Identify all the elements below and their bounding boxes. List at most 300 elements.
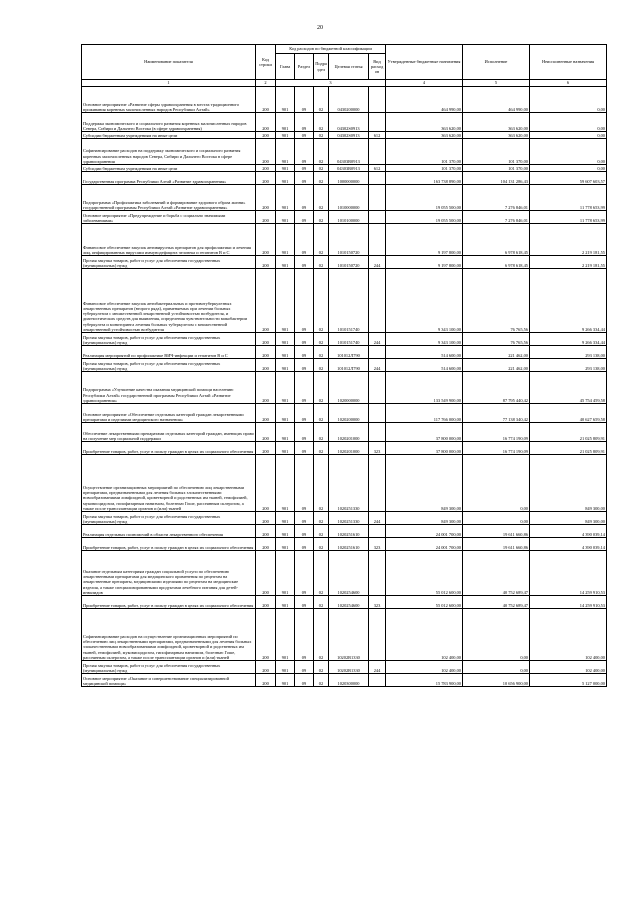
table-row xyxy=(82,609,607,661)
row-execution-cell: 16 774 190,09 xyxy=(463,442,530,455)
row-code-cell: 200 xyxy=(256,132,276,139)
row-section-cell: 09 xyxy=(295,224,314,256)
row-target-cell: 04303R0913 xyxy=(329,165,369,172)
row-name-cell: Финансовое обеспечение закупок антибактериальных и противотуберкулезных лекарственных препаратов (второго ряда), применяемых при лечении больных туберкулезом с множественной лекарственной устойчивостью возбудителя, и диагностических средств для выявления, определения чувствительности микобактерии туберкулеза и мониторинга лечения больных туберкулезом с множественной лекарственной устойчивостью возбудителя xyxy=(82,269,256,333)
row-chapter-cell: 901 xyxy=(276,211,295,224)
row-expense-type-cell xyxy=(369,211,386,224)
row-target-cell: 1020300000 xyxy=(329,674,369,687)
row-target-cell: 1020254600 xyxy=(329,551,369,596)
row-chapter-cell: 901 xyxy=(276,185,295,211)
page-number: 20 xyxy=(317,25,323,31)
row-execution-cell: 19 611 660,86 xyxy=(463,538,530,551)
row-unexecuted-cell: 9 266 334,44 xyxy=(530,269,607,333)
row-name-cell: Субсидии бюджетным учреждениям на иные цели xyxy=(82,165,256,172)
index-cell: 6 xyxy=(530,80,607,87)
row-subsection-cell: 02 xyxy=(314,224,329,256)
row-expense-type-cell xyxy=(369,525,386,538)
row-unexecuted-cell: 5 127 000,00 xyxy=(530,674,607,687)
header-chapter: Глава xyxy=(276,54,295,80)
row-subsection-cell: 02 xyxy=(314,525,329,538)
row-name-cell: Софинансирование расходов на осуществление организационных мероприятий по обеспечению лиц лекарственными препаратами, предназначенными для лечения больных злокачественными новообразованиями лимфоидной, кроветворной и родственных им тканей, гемофилией, муковисцидозом, гипофизарным нанизмом, болезнью Гоше, рассеянным склерозом, а также после трансплантации органов и (или) тканей xyxy=(82,609,256,661)
row-chapter-cell: 901 xyxy=(276,372,295,404)
row-section-cell: 09 xyxy=(295,596,314,609)
row-subsection-cell: 02 xyxy=(314,538,329,551)
row-subsection-cell: 02 xyxy=(314,132,329,139)
row-approved-cell: 363 620,00 xyxy=(386,132,463,139)
row-execution-cell: 76 765,56 xyxy=(463,333,530,346)
row-name-cell: Софинансирование расходов на поддержку экономического и социального развития коренных малочисленных народов Севера, Сибири и Дальнего Востока в сфере здравоохранения xyxy=(82,139,256,165)
row-name-cell: Основное мероприятие «Оказание и совершенствование специализированной медицинской помощи» xyxy=(82,674,256,687)
row-name-cell: Осуществление организационных мероприятий по обеспечению лиц лекарственными препаратами, предназначенными для лечения больных злокачественными новообразованиями лимфоидной, кроветворной и родственных им тканей, гемофилией, муковисцидозом, гипофизарным нанизмом, болезнью Гоше, рассеянным склерозом, а также после трансплантации органов и (или) тканей xyxy=(82,455,256,512)
row-unexecuted-cell: 11 778 653,99 xyxy=(530,211,607,224)
row-name-cell: Реализация мероприятий по профилактике ВИЧ-инфекции и гепатитов В и С xyxy=(82,346,256,359)
row-target-cell: 1020251330 xyxy=(329,455,369,512)
row-target-cell: 1010151740 xyxy=(329,333,369,346)
row-target-cell: 04302S0913 xyxy=(329,132,369,139)
row-unexecuted-cell: 0,00 xyxy=(530,113,607,132)
row-unexecuted-cell: 849 300,00 xyxy=(530,512,607,525)
row-unexecuted-cell: 4 390 039,14 xyxy=(530,538,607,551)
row-execution-cell: 10 656 900,00 xyxy=(463,674,530,687)
row-chapter-cell: 901 xyxy=(276,423,295,442)
row-section-cell: 09 xyxy=(295,359,314,372)
row-section-cell: 09 xyxy=(295,113,314,132)
table-row xyxy=(82,674,607,687)
row-name-cell: Государственная программа Республики Алтай «Развитие здравоохранения» xyxy=(82,172,256,185)
row-chapter-cell: 901 xyxy=(276,172,295,185)
row-section-cell: 09 xyxy=(295,132,314,139)
row-target-cell: 1020251330 xyxy=(329,512,369,525)
row-expense-type-cell xyxy=(369,404,386,423)
row-code-cell: 200 xyxy=(256,404,276,423)
row-expense-type-cell xyxy=(369,139,386,165)
row-unexecuted-cell: 0,00 xyxy=(530,139,607,165)
table-row xyxy=(82,185,607,211)
row-section-cell: 09 xyxy=(295,269,314,333)
row-chapter-cell: 901 xyxy=(276,455,295,512)
column-index-row xyxy=(82,80,607,87)
row-approved-cell: 514 600,00 xyxy=(386,359,463,372)
row-name-cell: Прочая закупка товаров, работ и услуг для обеспечения государственных (муниципальных) нужд xyxy=(82,359,256,372)
row-section-cell: 09 xyxy=(295,372,314,404)
row-section-cell: 09 xyxy=(295,661,314,674)
row-approved-cell: 117 766 000,00 xyxy=(386,404,463,423)
table-row xyxy=(82,455,607,512)
table-row xyxy=(82,359,607,372)
row-name-cell: Субсидии бюджетным учреждениям на иные цели xyxy=(82,132,256,139)
table-body xyxy=(82,87,607,687)
row-approved-cell: 24 001 700,00 xyxy=(386,525,463,538)
row-approved-cell: 37 800 000,00 xyxy=(386,423,463,442)
row-chapter-cell: 901 xyxy=(276,596,295,609)
row-expense-type-cell: 612 xyxy=(369,132,386,139)
row-code-cell: 200 xyxy=(256,372,276,404)
row-unexecuted-cell: 102 400,00 xyxy=(530,609,607,661)
index-cell: 3 xyxy=(276,80,386,87)
row-name-cell: Основное мероприятие «Предупреждение и борьба с социально значимыми заболеваниями» xyxy=(82,211,256,224)
table-row xyxy=(82,404,607,423)
table-row xyxy=(82,87,607,113)
row-expense-type-cell xyxy=(369,269,386,333)
row-subsection-cell: 02 xyxy=(314,359,329,372)
row-chapter-cell: 901 xyxy=(276,346,295,359)
row-section-cell: 09 xyxy=(295,256,314,269)
row-approved-cell: 19 055 500,00 xyxy=(386,185,463,211)
row-expense-type-cell xyxy=(369,455,386,512)
row-code-cell: 200 xyxy=(256,113,276,132)
row-execution-cell: 7 276 846,01 xyxy=(463,211,530,224)
table-row xyxy=(82,165,607,172)
table-row xyxy=(82,372,607,404)
row-code-cell: 200 xyxy=(256,333,276,346)
row-code-cell: 200 xyxy=(256,211,276,224)
row-section-cell: 09 xyxy=(295,404,314,423)
table-row xyxy=(82,596,607,609)
row-subsection-cell: 02 xyxy=(314,551,329,596)
row-code-cell: 200 xyxy=(256,538,276,551)
row-chapter-cell: 901 xyxy=(276,165,295,172)
row-expense-type-cell: 244 xyxy=(369,256,386,269)
header-subsection: Подраздел xyxy=(314,54,329,80)
row-target-cell: 04302S0913 xyxy=(329,113,369,132)
row-approved-cell: 849 300,00 xyxy=(386,455,463,512)
row-expense-type-cell xyxy=(369,551,386,596)
row-unexecuted-cell: 11 778 653,99 xyxy=(530,185,607,211)
row-code-cell: 200 xyxy=(256,165,276,172)
row-unexecuted-cell: 293 138,00 xyxy=(530,346,607,359)
index-cell: 1 xyxy=(82,80,256,87)
row-chapter-cell: 901 xyxy=(276,87,295,113)
row-subsection-cell: 02 xyxy=(314,372,329,404)
row-execution-cell: 0,00 xyxy=(463,661,530,674)
row-unexecuted-cell: 2 219 181,55 xyxy=(530,256,607,269)
row-unexecuted-cell: 0,00 xyxy=(530,165,607,172)
row-section-cell: 09 xyxy=(295,346,314,359)
row-execution-cell: 363 620,00 xyxy=(463,132,530,139)
row-approved-cell: 363 620,00 xyxy=(386,113,463,132)
row-name-cell: Финансовое обеспечение закупок антивирусных препаратов для профилактики и лечения лиц, инфицированных вирусами иммунодефицита человека и гепатитов В и С xyxy=(82,224,256,256)
table-row xyxy=(82,172,607,185)
header-classification: Код расходов по бюджетной классификации xyxy=(276,45,386,54)
row-name-cell: Прочая закупка товаров, работ и услуг для обеспечения государственных (муниципальных) нужд xyxy=(82,333,256,346)
row-execution-cell: 40 752 689,47 xyxy=(463,551,530,596)
row-approved-cell: 9 343 100,00 xyxy=(386,269,463,333)
row-expense-type-cell xyxy=(369,185,386,211)
row-expense-type-cell: 244 xyxy=(369,512,386,525)
row-name-cell: Обеспечение лекарственными препаратами отдельных категорий граждан, имеющих право на получение мер социальной поддержки xyxy=(82,423,256,442)
row-code-cell: 200 xyxy=(256,224,276,256)
row-code-cell: 200 xyxy=(256,512,276,525)
row-unexecuted-cell: 293 138,00 xyxy=(530,359,607,372)
row-subsection-cell: 02 xyxy=(314,596,329,609)
row-target-cell: 1020254600 xyxy=(329,596,369,609)
row-section-cell: 09 xyxy=(295,525,314,538)
row-section-cell: 09 xyxy=(295,172,314,185)
header-name: Наименование показателя xyxy=(82,45,256,80)
row-code-cell: 200 xyxy=(256,661,276,674)
row-expense-type-cell xyxy=(369,113,386,132)
row-unexecuted-cell: 0,00 xyxy=(530,87,607,113)
row-unexecuted-cell: 4 390 039,14 xyxy=(530,525,607,538)
row-section-cell: 09 xyxy=(295,609,314,661)
header-approved: Утвержденные бюджетные назначения xyxy=(386,45,463,80)
row-code-cell: 200 xyxy=(256,256,276,269)
row-expense-type-cell: 323 xyxy=(369,538,386,551)
row-target-cell: 10202R1330 xyxy=(329,661,369,674)
row-unexecuted-cell: 40 627 659,58 xyxy=(530,404,607,423)
table-row xyxy=(82,525,607,538)
row-chapter-cell: 901 xyxy=(276,661,295,674)
table-row xyxy=(82,139,607,165)
row-unexecuted-cell: 849 300,00 xyxy=(530,455,607,512)
row-subsection-cell: 02 xyxy=(314,165,329,172)
row-approved-cell: 101 370,00 xyxy=(386,139,463,165)
row-unexecuted-cell: 59 607 603,57 xyxy=(530,172,607,185)
row-execution-cell: 221 462,00 xyxy=(463,359,530,372)
row-target-cell: 1010100000 xyxy=(329,211,369,224)
row-unexecuted-cell: 21 025 809,91 xyxy=(530,442,607,455)
row-expense-type-cell: 244 xyxy=(369,333,386,346)
row-chapter-cell: 901 xyxy=(276,256,295,269)
row-unexecuted-cell: 2 219 181,55 xyxy=(530,224,607,256)
row-approved-cell: 55 012 600,00 xyxy=(386,596,463,609)
row-approved-cell: 163 738 890,00 xyxy=(386,172,463,185)
row-chapter-cell: 901 xyxy=(276,139,295,165)
row-code-cell: 200 xyxy=(256,455,276,512)
row-execution-cell: 6 978 618,45 xyxy=(463,224,530,256)
row-approved-cell: 24 001 700,00 xyxy=(386,538,463,551)
row-section-cell: 09 xyxy=(295,139,314,165)
row-target-cell: 101012Л790 xyxy=(329,359,369,372)
index-cell: 5 xyxy=(463,80,530,87)
header-section: Раздел xyxy=(295,54,314,80)
row-name-cell: Подпрограмма «Профилактика заболеваний и формирование здорового образа жизни» государственной программы Республики Алтай «Развитие здравоохранения» xyxy=(82,185,256,211)
row-name-cell: Поддержка экономического и социального развития коренных малочисленных народов Севера, Сибири и Дальнего Востока (в сфере здравоохранения) xyxy=(82,113,256,132)
row-name-cell: Прочая закупка товаров, работ и услуг для обеспечения государственных (муниципальных) нужд xyxy=(82,256,256,269)
row-subsection-cell: 02 xyxy=(314,346,329,359)
row-section-cell: 09 xyxy=(295,165,314,172)
row-expense-type-cell: 323 xyxy=(369,442,386,455)
row-code-cell: 200 xyxy=(256,525,276,538)
row-execution-cell: 40 752 689,47 xyxy=(463,596,530,609)
header-line-code: Код строки xyxy=(256,45,276,80)
row-code-cell: 200 xyxy=(256,87,276,113)
table-row xyxy=(82,346,607,359)
row-code-cell: 200 xyxy=(256,423,276,442)
table-row xyxy=(82,442,607,455)
row-code-cell: 200 xyxy=(256,346,276,359)
row-subsection-cell: 02 xyxy=(314,512,329,525)
row-target-cell: 0430200000 xyxy=(329,87,369,113)
row-subsection-cell: 02 xyxy=(314,661,329,674)
row-name-cell: Приобретение товаров, работ, услуг в пользу граждан в целях их социального обеспечения xyxy=(82,538,256,551)
row-name-cell: Оказание отдельным категориям граждан социальной услуги по обеспечению лекарственными препаратами для медицинского применения по рецептам на лекарственные препараты, медицинскими изделиями по рецептам на медицинские изделия, а также специализированными продуктами лечебного питания для детей-инвалидов xyxy=(82,551,256,596)
row-approved-cell: 15 783 900,00 xyxy=(386,674,463,687)
row-approved-cell: 133 549 900,00 xyxy=(386,372,463,404)
row-chapter-cell: 901 xyxy=(276,132,295,139)
row-subsection-cell: 02 xyxy=(314,185,329,211)
row-target-cell: 1020251610 xyxy=(329,525,369,538)
row-unexecuted-cell: 9 266 334,44 xyxy=(530,333,607,346)
table-row xyxy=(82,256,607,269)
row-chapter-cell: 901 xyxy=(276,538,295,551)
row-expense-type-cell xyxy=(369,87,386,113)
table-row xyxy=(82,661,607,674)
row-expense-type-cell xyxy=(369,224,386,256)
table-row xyxy=(82,269,607,333)
row-expense-type-cell: 244 xyxy=(369,359,386,372)
row-name-cell: Подпрограмма «Улучшение качества оказания медицинской помощи населению Республики Алтай» государственной программы Республики Алтай «Развитие здравоохранения» xyxy=(82,372,256,404)
row-code-cell: 200 xyxy=(256,596,276,609)
header-execution: Исполнение xyxy=(463,45,530,80)
row-expense-type-cell xyxy=(369,423,386,442)
row-section-cell: 09 xyxy=(295,551,314,596)
row-expense-type-cell: 244 xyxy=(369,661,386,674)
row-execution-cell: 7 276 846,01 xyxy=(463,185,530,211)
budget-execution-table xyxy=(81,44,607,687)
row-code-cell: 200 xyxy=(256,139,276,165)
row-name-cell: Прочая закупка товаров, работ и услуг для обеспечения государственных (муниципальных) нужд xyxy=(82,661,256,674)
row-unexecuted-cell: 21 025 809,91 xyxy=(530,423,607,442)
row-chapter-cell: 901 xyxy=(276,609,295,661)
table-row xyxy=(82,333,607,346)
row-execution-cell: 76 765,56 xyxy=(463,269,530,333)
row-execution-cell: 0,00 xyxy=(463,455,530,512)
row-subsection-cell: 02 xyxy=(314,674,329,687)
row-subsection-cell: 02 xyxy=(314,455,329,512)
row-approved-cell: 102 400,00 xyxy=(386,661,463,674)
row-chapter-cell: 901 xyxy=(276,224,295,256)
row-execution-cell: 16 774 190,09 xyxy=(463,423,530,442)
row-subsection-cell: 02 xyxy=(314,609,329,661)
table-row xyxy=(82,224,607,256)
row-expense-type-cell xyxy=(369,609,386,661)
row-name-cell: Основное мероприятие «Развитие сферы здравоохранения в местах традиционного проживания коренных малочисленных народов Республики Алтай» xyxy=(82,87,256,113)
row-execution-cell: 87 795 440,42 xyxy=(463,372,530,404)
row-expense-type-cell xyxy=(369,674,386,687)
row-target-cell: 1020201000 xyxy=(329,423,369,442)
table-row xyxy=(82,211,607,224)
row-unexecuted-cell: 14 259 910,53 xyxy=(530,596,607,609)
row-chapter-cell: 901 xyxy=(276,333,295,346)
row-code-cell: 200 xyxy=(256,442,276,455)
table-row xyxy=(82,512,607,525)
row-subsection-cell: 02 xyxy=(314,172,329,185)
row-name-cell: Реализация отдельных полномочий в области лекарственного обеспечения xyxy=(82,525,256,538)
row-chapter-cell: 901 xyxy=(276,442,295,455)
row-execution-cell: 0,00 xyxy=(463,512,530,525)
row-approved-cell: 849 300,00 xyxy=(386,512,463,525)
row-approved-cell: 514 600,00 xyxy=(386,346,463,359)
row-chapter-cell: 901 xyxy=(276,551,295,596)
row-code-cell: 200 xyxy=(256,269,276,333)
row-chapter-cell: 901 xyxy=(276,525,295,538)
row-name-cell: Основное мероприятие «Обеспечение отдельных категорий граждан лекарственными препаратами и изделиями медицинского назначения» xyxy=(82,404,256,423)
row-chapter-cell: 901 xyxy=(276,269,295,333)
header-expense-type: Вид расходов xyxy=(369,54,386,80)
row-subsection-cell: 02 xyxy=(314,113,329,132)
row-expense-type-cell xyxy=(369,372,386,404)
row-code-cell: 200 xyxy=(256,359,276,372)
row-expense-type-cell: 323 xyxy=(369,596,386,609)
row-unexecuted-cell: 14 259 910,53 xyxy=(530,551,607,596)
row-target-cell: 1000000000 xyxy=(329,172,369,185)
row-approved-cell: 9 197 800,00 xyxy=(386,256,463,269)
row-target-cell: 1020200000 xyxy=(329,404,369,423)
row-target-cell: 1020201000 xyxy=(329,442,369,455)
row-subsection-cell: 02 xyxy=(314,269,329,333)
row-approved-cell: 37 800 000,00 xyxy=(386,442,463,455)
row-name-cell: Приобретение товаров, работ, услуг в пользу граждан в целях их социального обеспечения xyxy=(82,442,256,455)
row-target-cell: 1010150720 xyxy=(329,256,369,269)
header-unexecuted: Неисполненные назначения xyxy=(530,45,607,80)
row-chapter-cell: 901 xyxy=(276,359,295,372)
row-section-cell: 09 xyxy=(295,333,314,346)
row-target-cell: 1020000000 xyxy=(329,372,369,404)
row-target-cell: 10202R1330 xyxy=(329,609,369,661)
row-expense-type-cell xyxy=(369,346,386,359)
row-execution-cell: 19 611 660,86 xyxy=(463,525,530,538)
row-target-cell: 1010150720 xyxy=(329,224,369,256)
row-execution-cell: 101 370,00 xyxy=(463,139,530,165)
row-approved-cell: 102 400,00 xyxy=(386,609,463,661)
table-row xyxy=(82,113,607,132)
row-execution-cell: 221 462,00 xyxy=(463,346,530,359)
row-execution-cell: 104 131 286,43 xyxy=(463,172,530,185)
row-unexecuted-cell: 45 754 459,58 xyxy=(530,372,607,404)
row-approved-cell: 9 343 100,00 xyxy=(386,333,463,346)
row-code-cell: 200 xyxy=(256,185,276,211)
row-section-cell: 09 xyxy=(295,512,314,525)
row-expense-type-cell: 612 xyxy=(369,165,386,172)
row-chapter-cell: 901 xyxy=(276,404,295,423)
row-execution-cell: 77 138 340,42 xyxy=(463,404,530,423)
row-target-cell: 1020251610 xyxy=(329,538,369,551)
table-row xyxy=(82,132,607,139)
row-chapter-cell: 901 xyxy=(276,512,295,525)
row-target-cell: 1010151740 xyxy=(329,269,369,333)
row-code-cell: 200 xyxy=(256,551,276,596)
row-name-cell: Прочая закупка товаров, работ и услуг для обеспечения государственных (муниципальных) нужд xyxy=(82,512,256,525)
row-subsection-cell: 02 xyxy=(314,87,329,113)
table-row xyxy=(82,423,607,442)
row-section-cell: 09 xyxy=(295,423,314,442)
table-row xyxy=(82,551,607,596)
row-subsection-cell: 02 xyxy=(314,211,329,224)
row-unexecuted-cell: 102 400,00 xyxy=(530,661,607,674)
row-section-cell: 09 xyxy=(295,211,314,224)
row-execution-cell: 6 978 618,45 xyxy=(463,256,530,269)
row-name-cell: Приобретение товаров, работ, услуг в пользу граждан в целях их социального обеспечения xyxy=(82,596,256,609)
row-target-cell: 1010000000 xyxy=(329,185,369,211)
row-section-cell: 09 xyxy=(295,87,314,113)
row-approved-cell: 464 990,00 xyxy=(386,87,463,113)
row-chapter-cell: 901 xyxy=(276,674,295,687)
row-subsection-cell: 02 xyxy=(314,423,329,442)
row-subsection-cell: 02 xyxy=(314,404,329,423)
row-execution-cell: 101 370,00 xyxy=(463,165,530,172)
row-subsection-cell: 02 xyxy=(314,333,329,346)
row-approved-cell: 9 197 800,00 xyxy=(386,224,463,256)
row-expense-type-cell xyxy=(369,172,386,185)
row-chapter-cell: 901 xyxy=(276,113,295,132)
row-code-cell: 200 xyxy=(256,609,276,661)
row-approved-cell: 55 012 600,00 xyxy=(386,551,463,596)
index-cell: 4 xyxy=(386,80,463,87)
row-section-cell: 09 xyxy=(295,538,314,551)
header-target-item: Целевая статья xyxy=(329,54,369,80)
row-execution-cell: 464 990,00 xyxy=(463,87,530,113)
